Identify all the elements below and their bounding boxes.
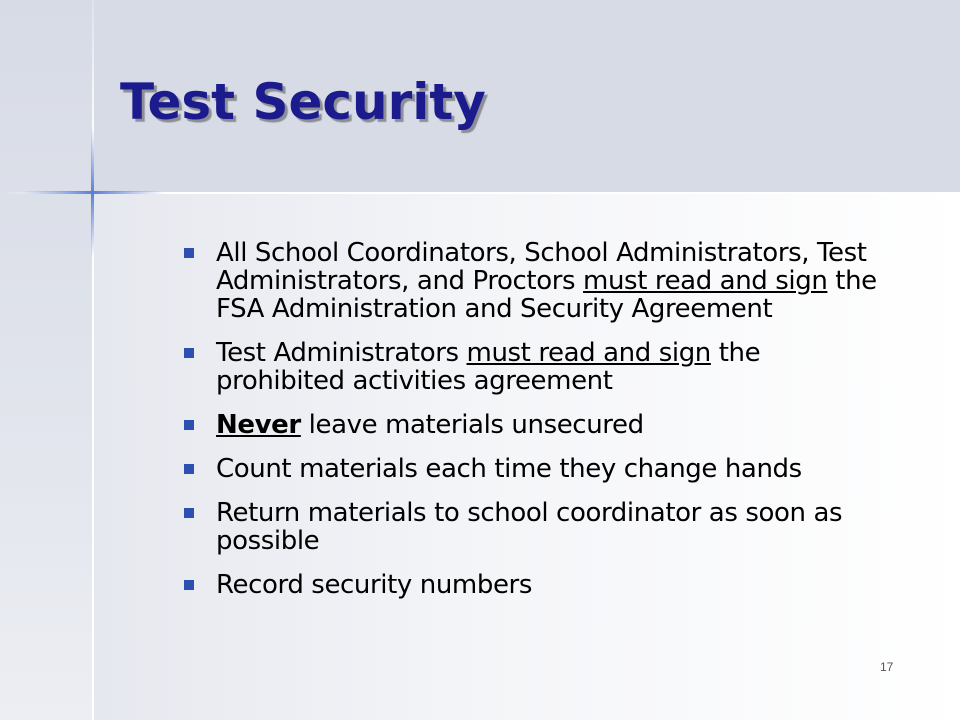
square-bullet-icon (184, 508, 194, 518)
left-background-band (0, 0, 93, 720)
bullet-emphasis: must read and sign (583, 266, 828, 296)
bullet-item-prohibited-activities (180, 339, 880, 395)
bullet-item-count-materials (180, 455, 880, 483)
bullet-item-return-materials (180, 499, 880, 555)
vertical-divider (92, 0, 94, 720)
bullet-text: Count materials each time they change hands (216, 454, 802, 484)
page-number: 17 (880, 660, 894, 674)
bullet-text: the FSA Administration and Security Agreement (216, 266, 877, 324)
bullet-item-coordinators-agreement (180, 239, 880, 323)
bullet-emphasis: must read and sign (466, 338, 711, 368)
bullet-text: Record security numbers (216, 570, 532, 600)
square-bullet-icon (184, 580, 194, 590)
square-bullet-icon (184, 464, 194, 474)
bullet-list (180, 239, 880, 615)
bullet-text: Return materials to school coordinator as soon as possible (216, 498, 843, 556)
bullet-text: All School Coordinators, School Administrators, Test Administrators, and Proctors (216, 238, 867, 296)
bullet-text: Test Administrators (216, 338, 467, 368)
square-bullet-icon (184, 348, 194, 358)
square-bullet-icon (184, 420, 194, 430)
bullet-text: leave materials unsecured (300, 410, 644, 440)
bullet-text: the prohibited activities agreement (216, 338, 761, 396)
bullet-item-never-unsecured (180, 411, 880, 439)
bullet-item-record-numbers (180, 571, 880, 599)
sparkle-vertical-line (91, 128, 94, 258)
bullet-emphasis: Never (216, 410, 301, 440)
square-bullet-icon (184, 248, 194, 258)
slide-title: Test Security (120, 73, 486, 131)
